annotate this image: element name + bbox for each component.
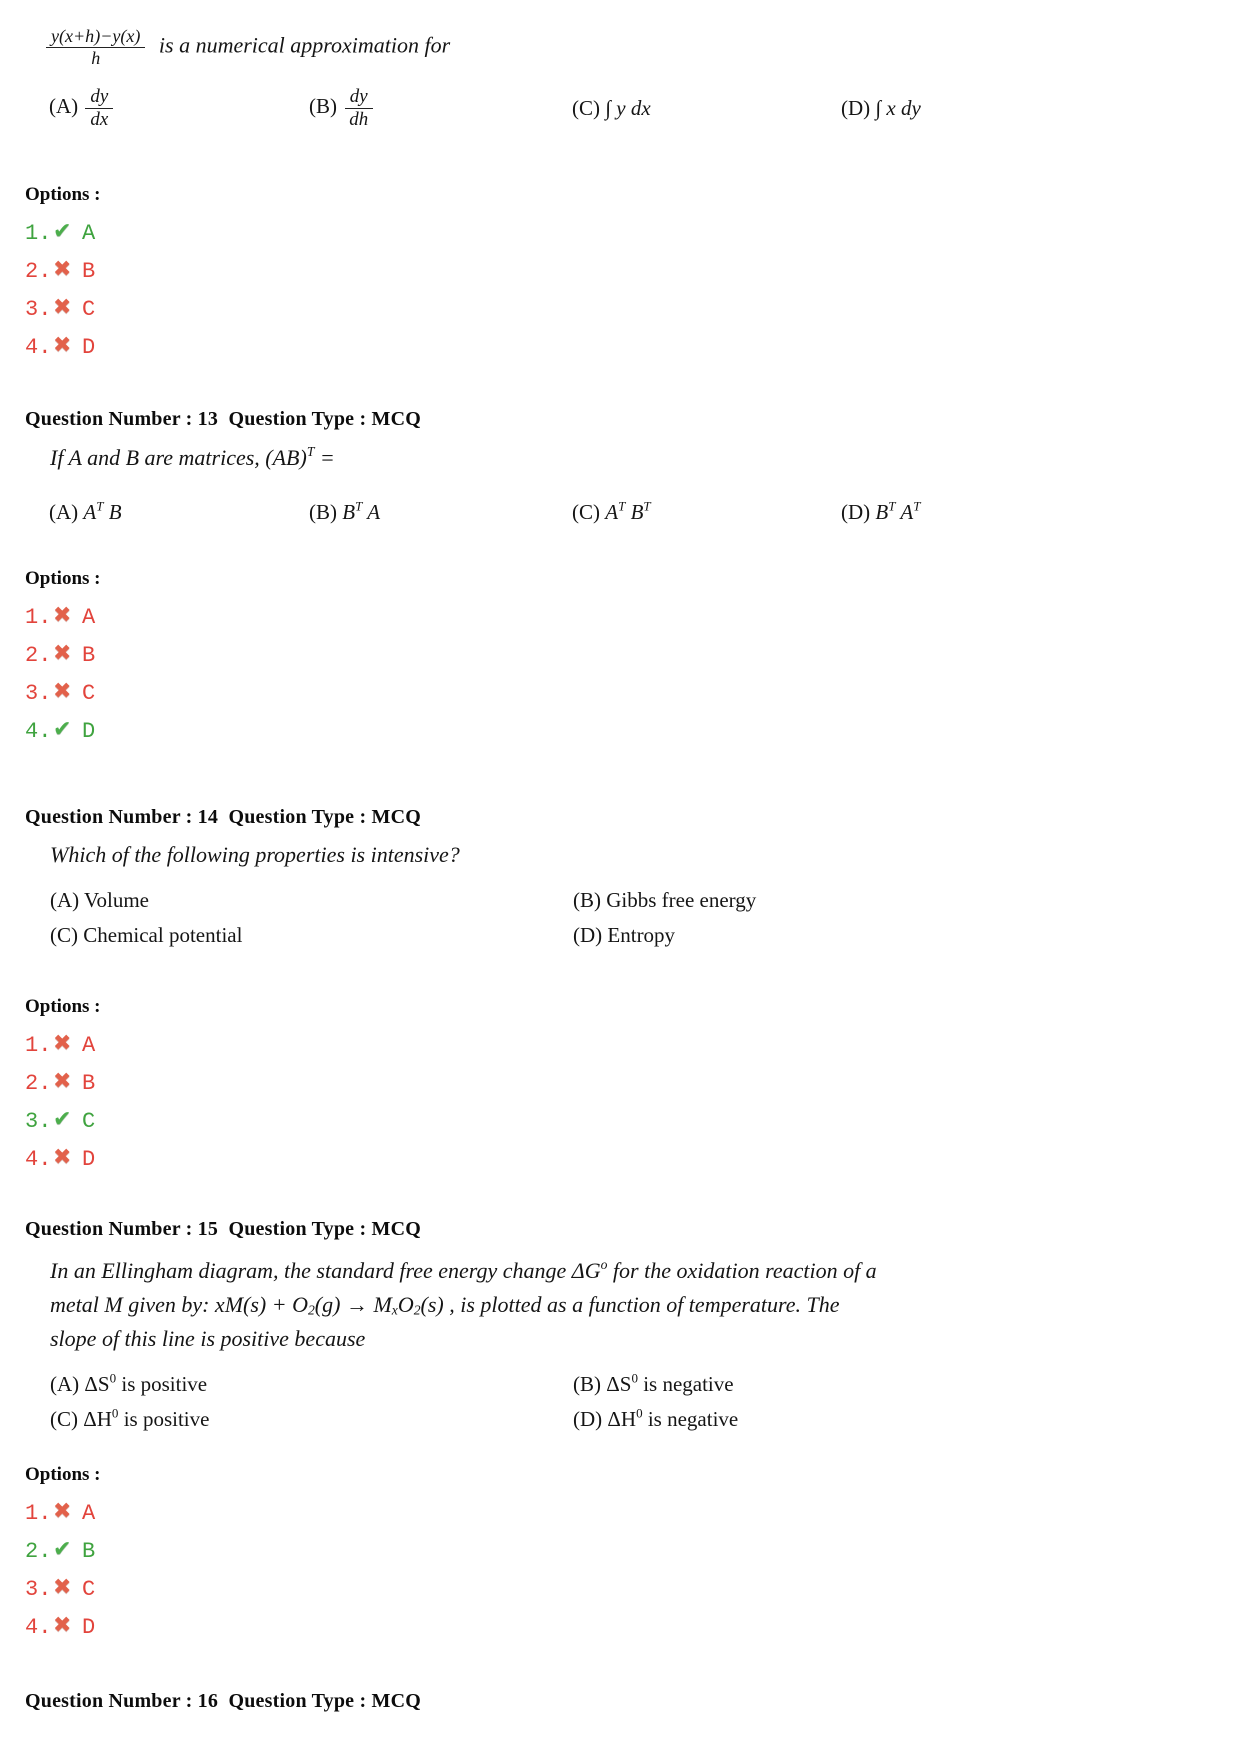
answer-option-row [25,1570,101,1608]
option-letter: B [82,258,97,284]
option-number: 1. [25,604,52,630]
answer-option-row [25,328,101,366]
choice: (D) $B^T$ $A^T$ [841,498,921,524]
option-number: 3. [25,1576,52,1602]
question-stem-q15 [50,1254,1130,1356]
question-stem-q14: Which of the following properties is intensive? [50,842,460,867]
option-number: 1. [25,220,52,246]
choice: (A) $\Delta S^0$ is positive [50,1370,208,1396]
answer-option-row [25,1494,101,1532]
choice: (C) ∫ y dx [572,95,651,120]
answer-option-row [25,674,101,712]
option-letter: B [82,642,97,668]
question-header-q14: Question Number : 14 Question Type : MCQ [25,806,421,828]
choice: (D) ∫ x dy [841,95,921,120]
stem-line: In an Ellingham diagram, the standard free energy change $\Delta G^o$ for the oxidation reaction of a [50,1257,877,1283]
option-number: 3. [25,1108,52,1134]
stem-line: slope of this line is positive because [50,1326,366,1351]
cross-icon: ✖ [53,1613,72,1638]
answer-key-q15 [25,1464,101,1646]
cross-icon: ✖ [53,295,72,320]
fraction: $\frac{y(x+h)-y(x)}{h}$ [46,26,145,68]
fraction: $\frac{dy}{dx}$ [85,86,113,130]
question-header-q15: Question Number : 15 Question Type : MCQ [25,1218,421,1240]
answer-option-row [25,1140,101,1178]
options-list [25,1494,101,1646]
check-icon: ✔ [53,219,72,244]
option-number: 4. [25,334,52,360]
option-number: 4. [25,1146,52,1172]
answer-key-q13 [25,568,101,750]
question-stem-q13: If A and B are matrices, (AB)$^T$ = [50,444,335,470]
answer-option-row [25,1532,101,1570]
option-number: 2. [25,1070,52,1096]
options-list [25,598,101,750]
choice: (C) $\Delta H^0$ is positive [50,1405,210,1431]
option-letter: D [82,1614,97,1640]
check-icon: ✔ [53,1107,72,1132]
option-number: 4. [25,1614,52,1640]
option-letter: D [82,718,97,744]
fraction: $\frac{dy}{dh}$ [344,86,373,130]
cross-icon: ✖ [53,641,72,666]
option-number: 2. [25,642,52,668]
cross-icon: ✖ [53,603,72,628]
options-title: Options : [25,996,101,1017]
cross-icon: ✖ [53,679,72,704]
cross-icon: ✖ [53,1031,72,1056]
choice: (D) $\Delta H^0$ is negative [573,1405,739,1431]
question-stem-q12: $\frac{y(x+h)-y(x)}{h}$ is a numerical approximation for [46,26,450,68]
choice: (A) Volume [50,888,149,912]
question-header-q13: Question Number : 13 Question Type : MCQ [25,408,421,430]
answer-option-row [25,252,101,290]
choice: (A) $A^T$ B [49,498,122,524]
cross-icon: ✖ [53,1499,72,1524]
choices-q13 [49,500,920,525]
answer-option-row [25,598,101,636]
options-title: Options : [25,184,101,205]
cross-icon: ✖ [53,1575,72,1600]
cross-icon: ✖ [53,1069,72,1094]
choice: (C) Chemical potential [50,923,243,947]
option-number: 1. [25,1500,52,1526]
option-letter: C [82,296,97,322]
option-letter: C [82,1108,97,1134]
choices-q14 [50,888,756,948]
choices-q12 [49,86,921,130]
answer-option-row [25,1102,101,1140]
option-letter: B [82,1538,97,1564]
option-letter: C [82,1576,97,1602]
choice: (B) Gibbs free energy [573,888,757,912]
answer-option-row [25,636,101,674]
option-letter: A [82,1032,97,1058]
choice: (B) $\Delta S^0$ is negative [573,1370,734,1396]
answer-option-row [25,290,101,328]
option-number: 2. [25,1538,52,1564]
option-number: 3. [25,680,52,706]
answer-option-row [25,1026,101,1064]
option-number: 4. [25,718,52,744]
cross-icon: ✖ [53,333,72,358]
cross-icon: ✖ [53,257,72,282]
answer-key-q12 [25,184,101,366]
option-number: 2. [25,258,52,284]
answer-key-q14 [25,996,101,1178]
option-letter: A [82,1500,97,1526]
answer-option-row [25,214,101,252]
option-letter: C [82,680,97,706]
choice: (C) $A^T$ $B^T$ [572,498,651,524]
cross-icon: ✖ [53,1145,72,1170]
option-number: 3. [25,296,52,322]
choices-q15 [50,1372,738,1432]
choice: (B) $\frac{dy}{dh}$ [309,86,572,130]
question-header-q16: Question Number : 16 Question Type : MCQ [25,1690,421,1712]
answer-option-row [25,712,101,750]
option-letter: A [82,604,97,630]
choice: (A) $\frac{dy}{dx}$ [49,86,309,130]
option-letter: D [82,1146,97,1172]
check-icon: ✔ [53,1537,72,1562]
options-title: Options : [25,568,101,589]
option-letter: A [82,220,97,246]
choice: (D) Entropy [573,923,676,947]
options-list [25,1026,101,1178]
options-title: Options : [25,1464,101,1485]
option-letter: B [82,1070,97,1096]
answer-option-row [25,1064,101,1102]
option-letter: D [82,334,97,360]
options-list [25,214,101,366]
check-icon: ✔ [53,717,72,742]
stem-line: metal M given by: $xM(s) + O_2(g) \to M_xO_2(s)$ , is plotted as a function of temperature. The [50,1292,840,1318]
option-number: 1. [25,1032,52,1058]
choice: (B) $B^T$ A [309,498,381,524]
answer-option-row [25,1608,101,1646]
